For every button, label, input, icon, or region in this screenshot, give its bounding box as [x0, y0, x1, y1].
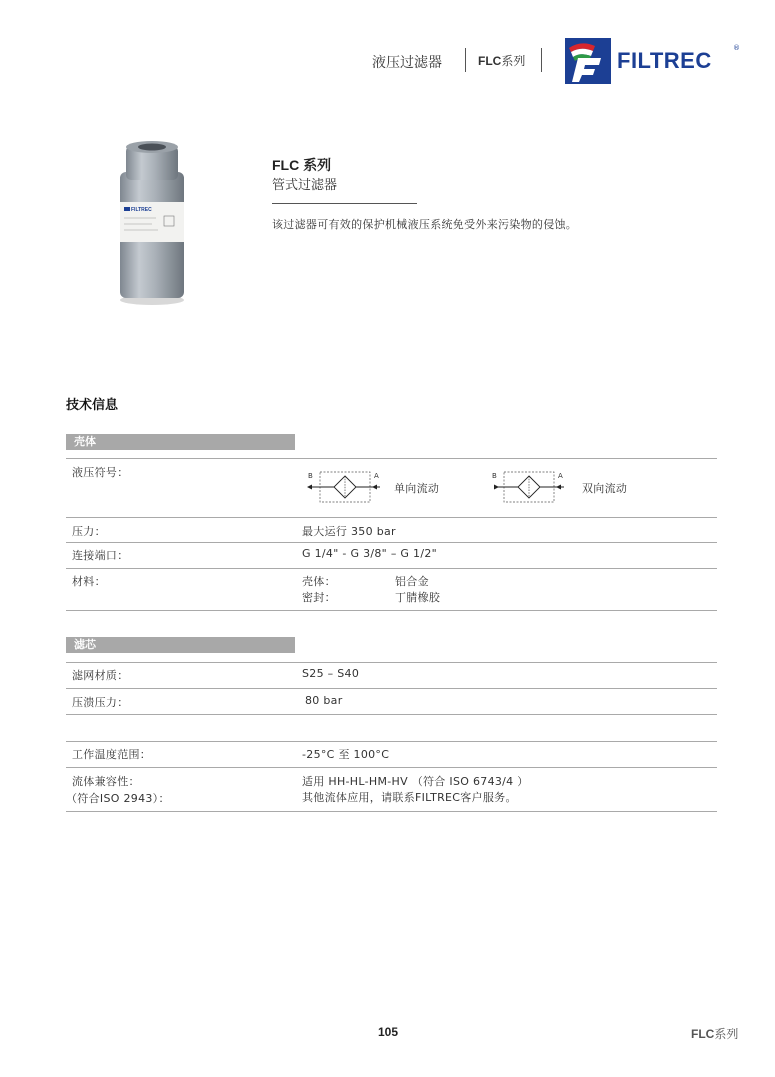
temperature-label: 工作温度范围：: [72, 748, 152, 761]
temperature-value: -25°C 至 100°C: [302, 748, 390, 761]
mesh-label: 滤网材质：: [72, 669, 129, 682]
ports-label: 连接端口：: [72, 549, 129, 562]
footer-series: [691, 1025, 738, 1042]
product-title: FLC 系列: [272, 157, 332, 173]
one-way-flow-symbol-icon: [306, 469, 384, 513]
fluid-compat-value: 适用 HH-HL-HM-HV （符合 ISO 6743/4 ）: [302, 775, 529, 788]
row-divider: [66, 662, 717, 663]
one-way-flow-caption: 单向流动: [394, 482, 440, 495]
header-series: [478, 52, 525, 69]
product-description: 该过滤器可有效的保护机械液压系统免受外来污染物的侵蚀。: [272, 218, 578, 231]
header-series-code: FLC: [478, 54, 502, 68]
two-way-flow-symbol-icon: [490, 469, 568, 513]
collapse-pressure-value: 80 bar: [305, 694, 343, 707]
row-divider: [66, 714, 717, 715]
material-seal-key: 密封：: [302, 591, 336, 604]
row-divider: [66, 458, 717, 459]
product-subtitle: 管式过滤器: [272, 178, 338, 193]
port-b-label: B: [308, 472, 313, 480]
material-seal-value: 丁腈橡胶: [395, 591, 441, 604]
ports-value: G 1/4" - G 3/8" – G 1/2": [302, 547, 438, 560]
row-divider: [66, 542, 717, 543]
row-divider: [66, 811, 717, 812]
row-divider: [66, 517, 717, 518]
product-image: [112, 138, 192, 306]
section-bar-element: [66, 637, 295, 653]
header-divider: [541, 48, 542, 72]
row-divider: [66, 688, 717, 689]
port-a-label: A: [374, 472, 379, 480]
row-divider: [66, 610, 717, 611]
title-rule: [272, 203, 417, 204]
fluid-contact-note: 其他流体应用，请联系FILTREC客户服务。: [302, 791, 517, 804]
fluid-compat-label: 流体兼容性：: [72, 775, 140, 788]
port-b-label: B: [492, 472, 497, 480]
header-series-suffix: 系列: [501, 54, 526, 68]
material-label: 材料：: [72, 575, 106, 588]
row-divider: [66, 741, 717, 742]
two-way-flow-caption: 双向流动: [582, 482, 628, 495]
pressure-label: 压力：: [72, 525, 106, 538]
brand-name: FILTREC: [617, 48, 712, 73]
filtrec-logo-icon: [565, 38, 611, 84]
footer-series-code: FLC: [691, 1027, 715, 1041]
port-a-label: A: [558, 472, 563, 480]
product-label-brand: FILTREC: [131, 207, 152, 213]
pressure-value: 最大运行 350 bar: [302, 525, 396, 538]
page-number: 105: [378, 1025, 399, 1039]
fluid-compat-standard-label: （符合ISO 2943）：: [66, 792, 170, 805]
section-bar-housing: [66, 434, 295, 450]
header-divider: [465, 48, 466, 72]
section-heading: 技术信息: [66, 398, 119, 413]
section-label: 壳体: [74, 435, 96, 448]
section-label: 滤芯: [74, 638, 96, 651]
row-divider: [66, 568, 717, 569]
footer-series-suffix: 系列: [714, 1027, 739, 1041]
material-body-value: 铝合金: [395, 575, 429, 588]
hydraulic-symbol-label: 液压符号：: [72, 466, 129, 479]
row-divider: [66, 767, 717, 768]
collapse-pressure-label: 压溃压力：: [72, 696, 129, 709]
mesh-value: S25 – S40: [302, 667, 360, 680]
registered-mark: ®: [733, 44, 740, 52]
material-body-key: 壳体：: [302, 575, 336, 588]
header-category: 液压过滤器: [372, 55, 442, 71]
